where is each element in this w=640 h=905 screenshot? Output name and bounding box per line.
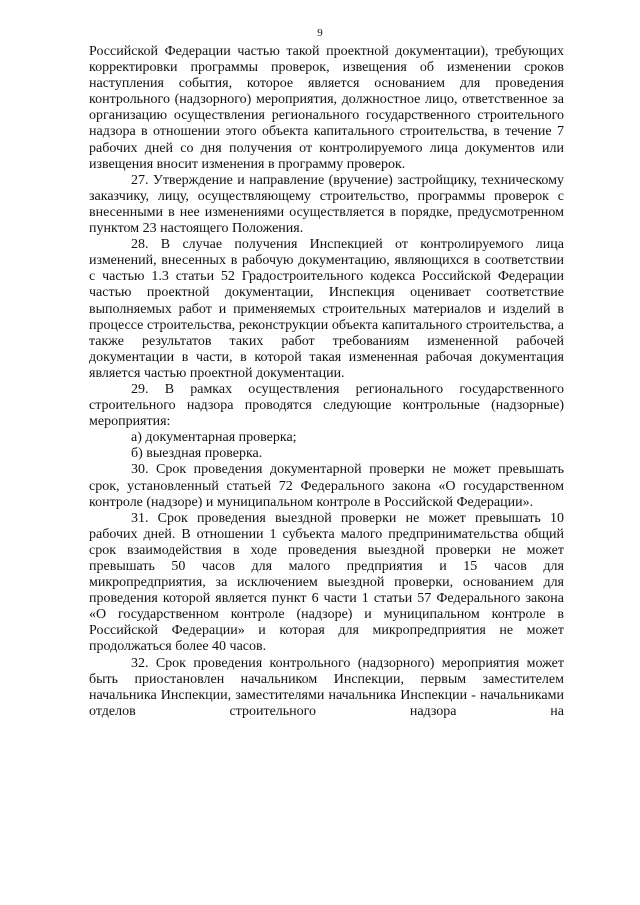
list-item-b: б) выездная проверка. [131,446,263,462]
paragraph-32: 32. Срок проведения контрольного (надзорного) мероприятия может быть приостановлен начальником Инспекции, первым заместителем начальника Инспекции, заместителями начальника Инспекции - начальниками отделов строительного надзора на [89,655,564,719]
paragraph-29: 29. В рамках осуществления регионального государственного строительного надзора проводятся следующие контрольные (надзорные) мероприятия: [89,381,564,430]
paragraph-continuation: Российской Федерации частью такой проектной документации), требующих корректировки программы проверок, извещения об изменении сроков наступления события, которое является основанием для проведения контрольного (надзорного) мероприятия, должностное лицо, ответственное за организацию осуществления регионального государственного строительного надзора в отношении этого объекта капитального строительства, в течение 7 рабочих дней со дня получения от контролируемого лица документов или извещения вносит изменения в программу проверок. [89,44,564,172]
paragraph-30: 30. Срок проведения документарной проверки не может превышать срок, установленный статьей 72 Федерального закона «О государственном контроле (надзоре) и муниципальном контроле в Российской Федерации». [89,462,564,510]
paragraph-28: 28. В случае получения Инспекцией от контролируемого лица изменений, внесенных в рабочую документацию, являющихся в соответствии с частью 1.3 статьи 52 Градостроительного кодекса Российской Федерации частью проектной документации, Инспекция оценивает соответствие выполняемых работ и применяемых строительных материалов и изделий в процессе строительства, реконструкции объекта капитального строительства, а также результатов таких работ требованиям измененной рабочей документации в части, в которой такая измененная рабочая документация является частью проектной документации. [89,237,564,381]
page-number: 9 [317,27,323,39]
list-item-a: а) документарная проверка; [131,430,297,446]
paragraph-27: 27. Утверждение и направление (вручение) застройщику, техническому заказчику, лицу, осуществляющему строительство, программы проверок с внесенными в нее изменениями осуществляется в порядке, предусмотренном пунктом 23 настоящего Положения. [89,172,564,237]
document-body [89,44,564,720]
paragraph-31: 31. Срок проведения выездной проверки не может превышать 10 рабочих дней. В отношении 1 субъекта малого предпринимательства общий срок взаимодействия в ходе проведения выездной проверки не может превышать 50 часов для малого предприятия и 15 часов для микропредприятия, за исключением выездной проверки, основанием для проведения которой является пункт 6 части 1 статьи 57 Федерального закона «О государственном контроле (надзоре) и муниципальном контроле в Российской Федерации» и которая для микропредприятия не может продолжаться более 40 часов. [89,510,564,655]
